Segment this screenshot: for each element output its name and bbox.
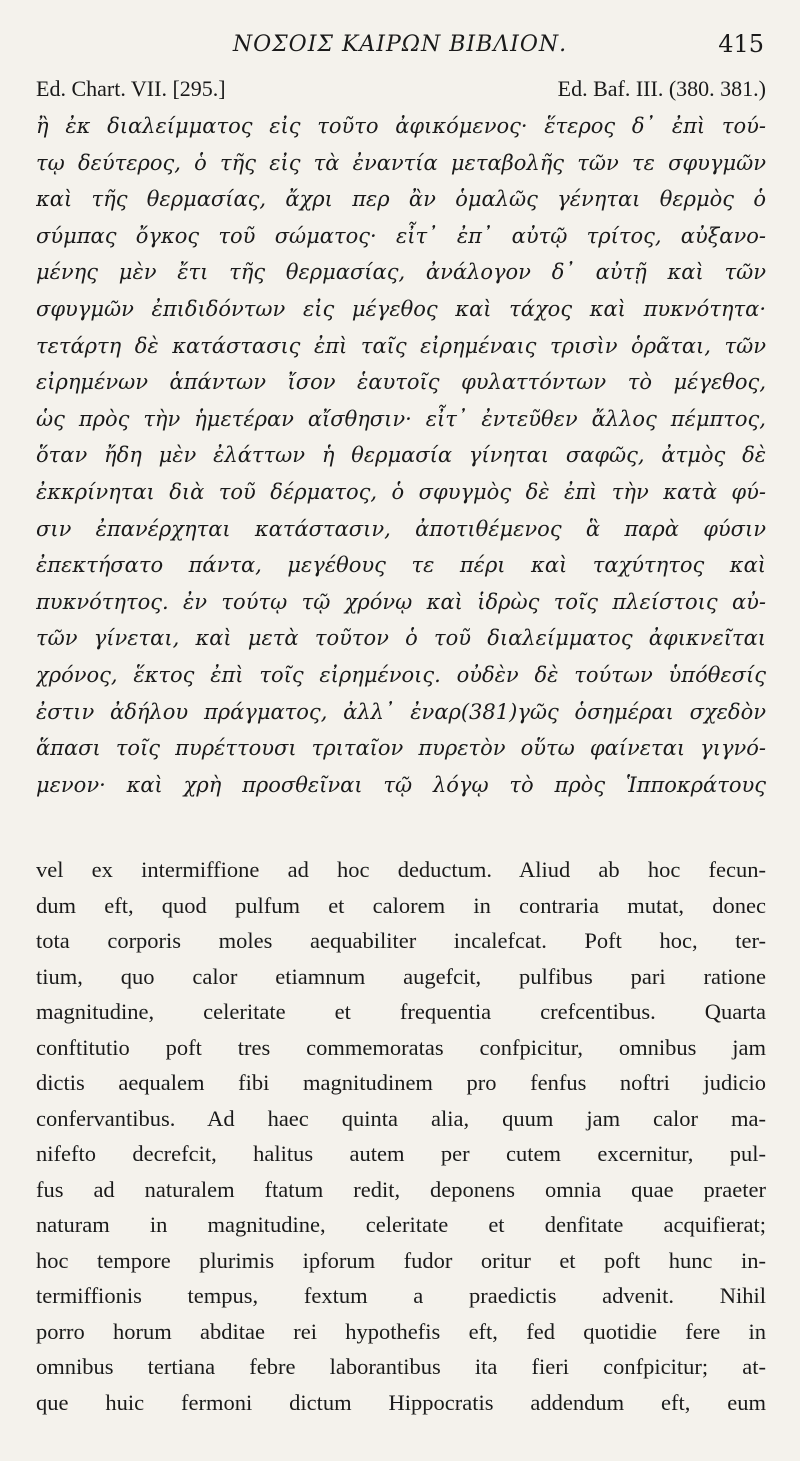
greek-text-line: σιν ἐπανέρχηται κατάστασιν, ἀποτιθέμενος ἃ παρὰ φύσιν [36,516,766,541]
greek-text-line: ἅπασι τοῖς πυρέττουσι τριταῖον πυρετὸν οὕτω φαίνεται γιγνό- [36,736,766,761]
greek-text-block [36,108,766,803]
latin-text-line: que huic fermoni dictum Hippocratis addendum eft, eum [36,1389,766,1415]
greek-text-line: μενον· καὶ χρὴ προσθεῖναι τῷ λόγῳ τὸ πρὸς Ἱπποκράτους [36,772,766,797]
running-head [0,28,800,64]
latin-text-line: tota corporis moles aequabiliter incalefcat. Poft hoc, ter- [36,928,766,953]
latin-text-line: nifefto decrefcit, halitus autem per cutem excernitur, pul- [36,1141,766,1166]
latin-text-line: omnibus tertiana febre laborantibus ita fieri confpicitur; at- [36,1354,766,1379]
latin-text-line: dum eft, quod pulfum et calorem in contraria mutat, donec [36,892,766,918]
greek-text-line: τετάρτη δὲ κατάστασις ἐπὶ ταῖς εἰρημέναις τρισὶν ὁρᾶται, τῶν [36,333,766,358]
edition-reference-line [36,76,766,102]
latin-text-line: porro horum abditae rei hypothefis eft, fed quotidie fere in [36,1318,766,1344]
greek-text-line: μένης μὲν ἔτι τῆς θερμασίας, ἀνάλογον δ᾽ αὐτῇ καὶ τῶν [36,260,766,285]
edition-chartier-ref: Ed. Chart. VII. [295.] [36,76,226,101]
latin-text-line: vel ex intermiffione ad hoc deductum. Aliud ab hoc fecun- [36,857,766,882]
latin-text-line: hoc tempore plurimis ipforum fudor oritur et poft hunc in- [36,1247,766,1273]
greek-text-line: τῶν γίνεται, καὶ μετὰ τοῦτον ὁ τοῦ διαλείμματος ἀφικνεῖται [36,626,766,651]
greek-text-line: εἰρημένων ἁπάντων ἴσον ἑαυτοῖς φυλαττόντων τὸ μέγεθος, [36,370,766,395]
greek-text-line: ἢ ἐκ διαλείμματος εἰς τοῦτο ἀφικόμενος· ἕτερος δ᾽ ἐπὶ τού- [36,114,766,138]
latin-text-line: naturam in magnitudine, celeritate et denfitate acquifierat; [36,1212,766,1237]
greek-text-line: ἐπεκτήσατο πάντα, μεγέθους τε πέρι καὶ ταχύτητος καὶ [36,553,766,578]
latin-text-line: confervantibus. Ad haec quinta alia, quum jam calor ma- [36,1105,766,1131]
greek-text-line: ὡς πρὸς τὴν ἡμετέραν αἴσθησιν· εἶτ᾽ ἐντεῦθεν ἄλλος πέμπτος, [36,406,766,431]
greek-text-line: ἐκκρίνηται διὰ τοῦ δέρματος, ὁ σφυγμὸς δὲ ἐπὶ τὴν κατὰ φύ- [36,479,766,504]
greek-text-line: σφυγμῶν ἐπιδιδόντων εἰς μέγεθος καὶ τάχος καὶ πυκνότητα· [36,296,766,321]
greek-text-line: ἐστιν ἀδήλου πράγματος, ἀλλ᾽ ἐναρ(381)γῶς ὁσημέραι σχεδὸν [36,699,766,724]
greek-text-line: πυκνότητος. ἐν τούτῳ τῷ χρόνῳ καὶ ἱδρὼς τοῖς πλείστοις αὐ- [36,589,766,614]
greek-text-line: καὶ τῆς θερμασίας, ἄχρι περ ἂν ὁμαλῶς γένηται θερμὸς ὁ [36,187,766,212]
greek-text-line: σύμπας ὄγκος τοῦ σώματος· εἶτ᾽ ἐπ᾽ αὐτῷ τρίτος, αὐξανο- [36,223,766,248]
latin-text-line: magnitudine, celeritate et frequentia crefcentibus. Quarta [36,999,766,1024]
latin-text-line: termiffionis tempus, fextum a praedictis advenit. Nihil [36,1283,766,1308]
latin-text-line: fus ad naturalem ftatum redit, deponens omnia quae praeter [36,1176,766,1202]
page-number: 415 [718,30,764,58]
running-title: ΝΟΣΟΙΣ ΚΑΙΡΩΝ ΒΙΒΛΙΟΝ. [232,32,568,57]
edition-basel-ref: Ed. Baf. III. (380. 381.) [557,76,766,101]
latin-text-block [36,852,766,1420]
latin-text-line: tium, quo calor etiamnum augefcit, pulfibus pari ratione [36,963,766,989]
latin-text-line: dictis aequalem fibi magnitudinem pro fenfus noftri judicio [36,1070,766,1095]
greek-text-line: χρόνος, ἕκτος ἐπὶ τοῖς εἰρημένοις. οὐδὲν δὲ τούτων ὑπόθεσίς [36,662,766,687]
greek-text-line: τῳ δεύτερος, ὁ τῆς εἰς τὰ ἐναντία μεταβολῆς τῶν τε σφυγμῶν [36,150,766,175]
latin-text-line: conftitutio poft tres commemoratas confpicitur, omnibus jam [36,1034,766,1060]
greek-text-line: ὅταν ἤδη μὲν ἐλάττων ἡ θερμασία γίνηται σαφῶς, ἀτμὸς δὲ [36,443,766,468]
